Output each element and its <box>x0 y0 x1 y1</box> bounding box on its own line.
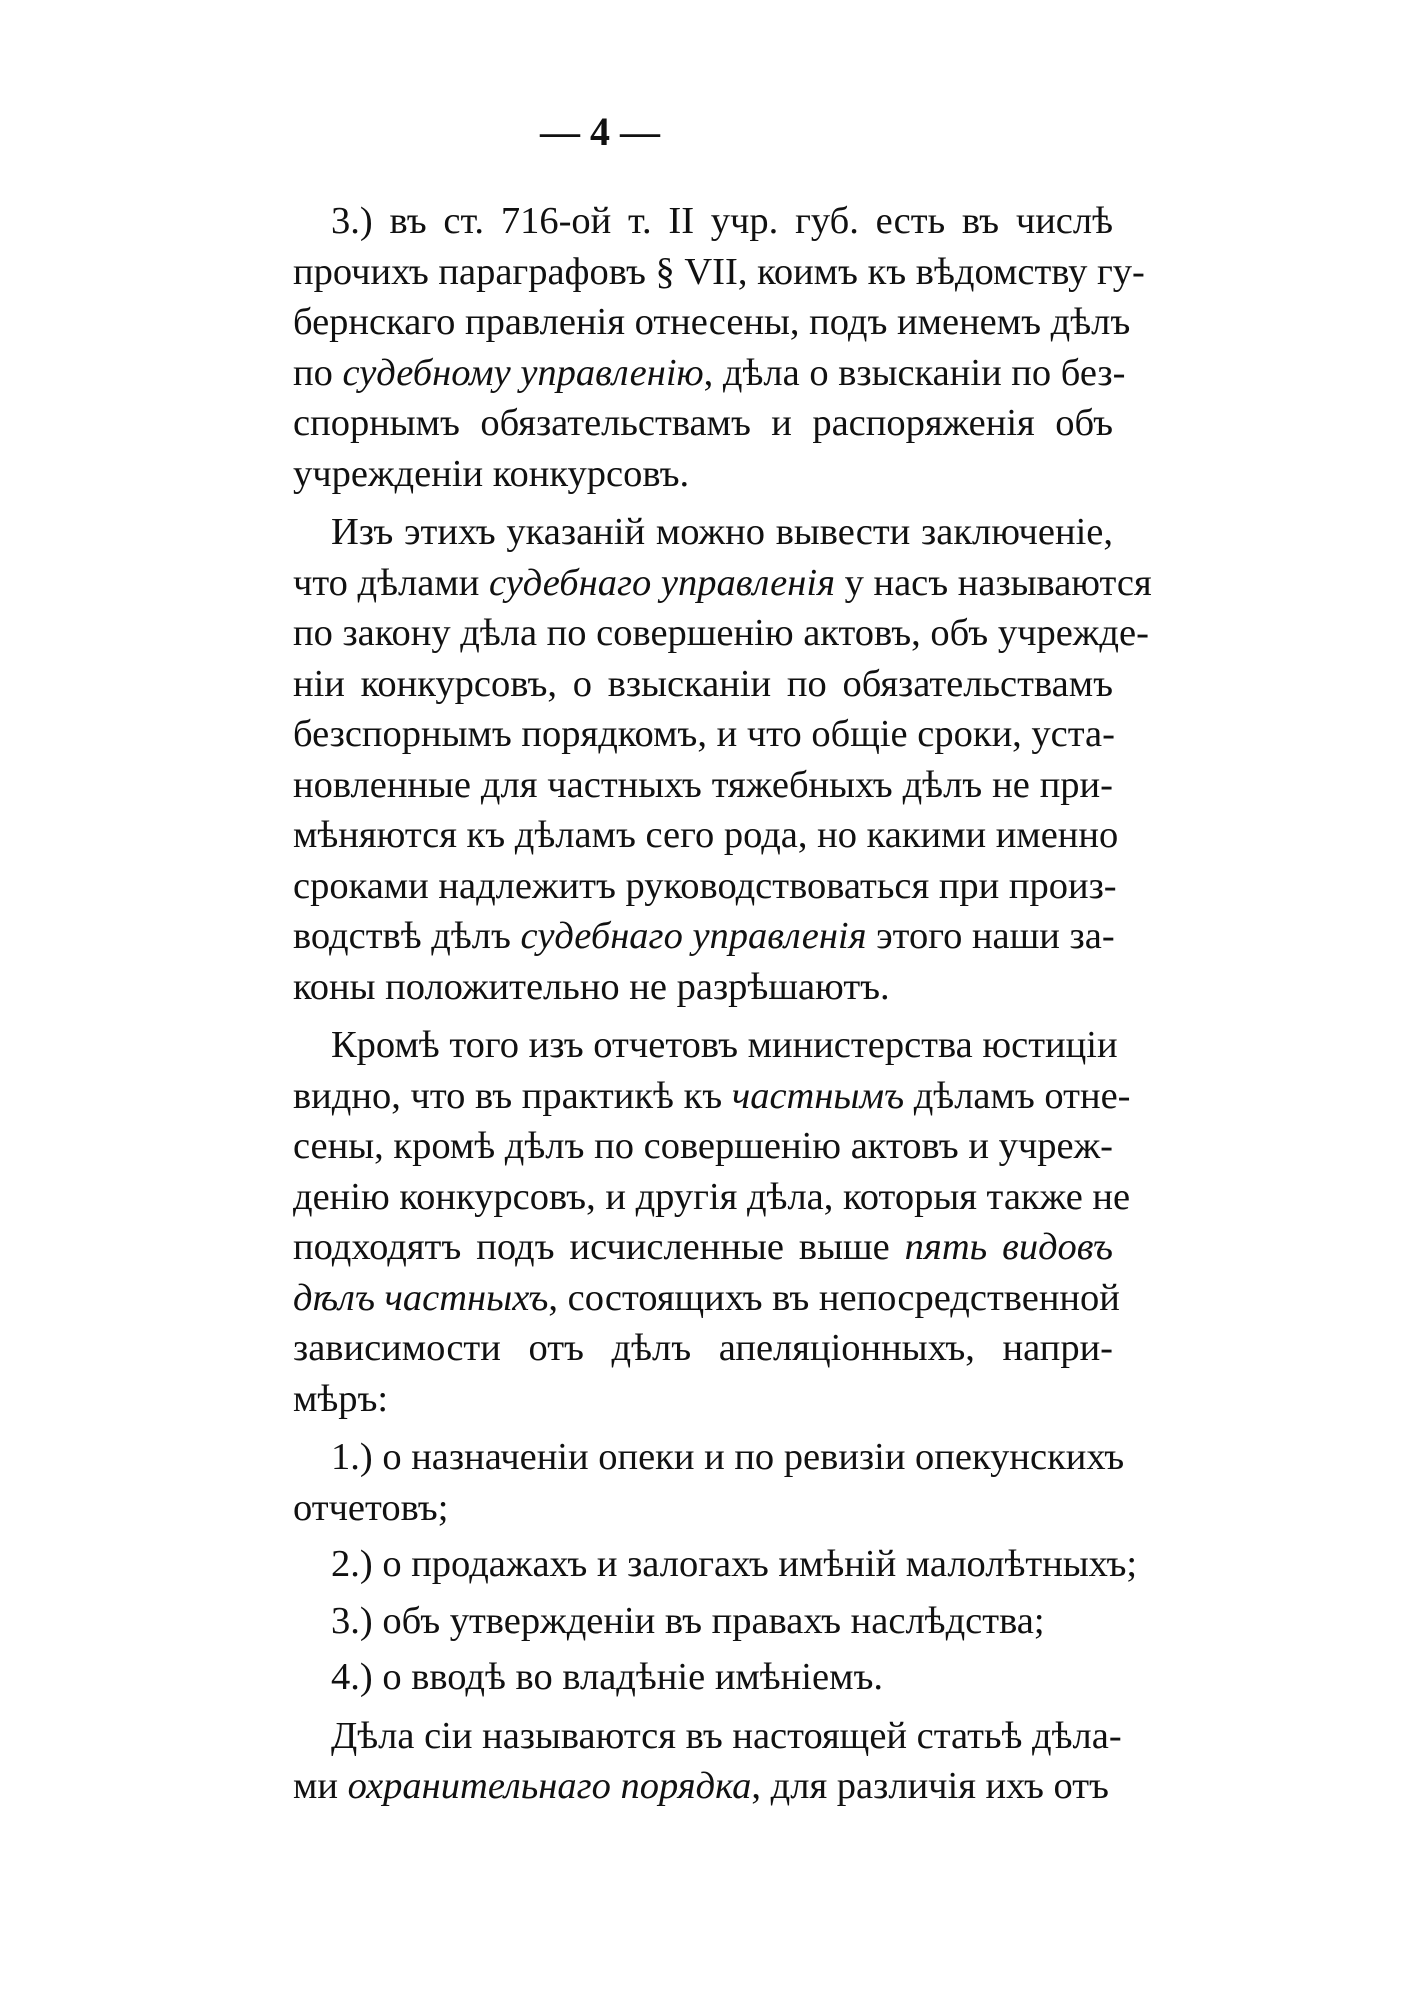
text-run: новленные для частныхъ тяжебныхъ дѣлъ не при- <box>293 763 1113 806</box>
text-run: , состоящихъ въ непосредственной <box>548 1276 1120 1319</box>
text-line <box>293 861 1117 912</box>
text-run: 1.) о назначеніи опеки и по ревизіи опекунскихъ <box>331 1436 1125 1478</box>
text-run: прочихъ параграфовъ § VII, коимъ къ вѣдомству гу- <box>293 250 1145 293</box>
text-run: Кромѣ того изъ отчетовъ министерства юстиціи <box>331 1024 1118 1066</box>
text-run: что дѣлами <box>293 561 489 604</box>
text-line <box>293 608 1149 659</box>
text-run: подходятъ подъ исчисленные выше <box>293 1226 905 1268</box>
text-line <box>293 659 1113 710</box>
text-line <box>293 911 1113 962</box>
text-run: по <box>293 351 343 394</box>
text-line <box>293 1172 1131 1223</box>
text-run: мѣръ: <box>293 1377 389 1420</box>
text-run: коны положительно не разрѣшаютъ. <box>293 965 890 1008</box>
text-line <box>293 1652 1113 1703</box>
text-run: дѣламъ отне- <box>904 1074 1131 1117</box>
text-line <box>293 709 1113 760</box>
text-run: этого наши за- <box>866 915 1115 957</box>
paragraph <box>293 196 1145 499</box>
italic-phrase: охранительнаго порядка <box>347 1765 752 1807</box>
paragraph <box>293 1596 1113 1647</box>
text-line <box>293 1711 1122 1762</box>
text-line <box>293 1432 1125 1483</box>
text-run: ніи конкурсовъ, о взысканіи по обязательствамъ <box>293 662 1113 705</box>
text-run: ми <box>293 1765 348 1807</box>
text-run: Дѣла сіи называются въ настоящей статьѣ дѣла- <box>331 1714 1122 1757</box>
text-line <box>293 962 1113 1013</box>
text-line <box>293 247 1145 298</box>
text-run: 4.) о вводѣ во владѣніе имѣніемъ. <box>331 1656 883 1698</box>
text-line <box>293 297 1131 348</box>
text-run: водствѣ дѣлъ <box>293 915 521 957</box>
italic-phrase: судебнаго управленія <box>488 561 835 604</box>
text-line <box>293 1222 1113 1273</box>
text-line <box>293 1020 1118 1071</box>
page-number: — 4 — <box>540 109 660 154</box>
italic-phrase: дѣлъ частныхъ <box>293 1276 549 1319</box>
text-run: отчетовъ; <box>293 1486 449 1529</box>
text-run: бернскаго правленія отнесены, подъ именемъ дѣлъ <box>293 301 1131 343</box>
text-run: у насъ называются <box>834 561 1152 604</box>
text-line <box>293 1483 1113 1534</box>
paragraph <box>293 507 1152 1012</box>
italic-phrase: пять видовъ <box>904 1226 1113 1268</box>
text-line <box>293 558 1152 609</box>
text-line <box>293 1374 1113 1425</box>
text-run: спорнымъ обязательствамъ и распоряженія объ <box>293 402 1113 444</box>
text-line <box>293 1071 1131 1122</box>
italic-phrase: частнымъ <box>731 1074 905 1117</box>
text-run: зависимости отъ дѣлъ апеляціонныхъ, напри- <box>293 1327 1113 1369</box>
paragraph <box>293 1432 1125 1533</box>
text-line <box>293 449 1113 500</box>
document-body <box>293 196 1152 1818</box>
text-run: денію конкурсовъ, и другія дѣла, которыя также не <box>293 1175 1131 1218</box>
text-run: , для различія ихъ отъ <box>751 1765 1109 1807</box>
text-run: 3.) въ ст. 716-ой т. II учр. губ. есть въ числѣ <box>331 200 1113 242</box>
text-line <box>293 810 1119 861</box>
text-run: сены, кромѣ дѣлъ по совершенію актовъ и учреж- <box>293 1125 1113 1167</box>
text-line <box>293 1596 1113 1647</box>
italic-phrase: судебнаго управленія <box>520 915 867 957</box>
text-line <box>293 1121 1113 1172</box>
text-line <box>293 398 1113 449</box>
paragraph <box>293 1711 1122 1812</box>
paragraph <box>293 1652 1113 1703</box>
text-line <box>293 1539 1138 1590</box>
text-run: безспорнымъ порядкомъ, и что общіе сроки, уста- <box>293 713 1115 755</box>
text-line <box>293 1323 1113 1374</box>
text-run: сроками надлежитъ руководствоваться при произ- <box>293 864 1117 907</box>
text-run: , дѣла о взысканіи по без- <box>703 351 1126 394</box>
text-line <box>293 1761 1113 1812</box>
text-run: по закону дѣла по совершенію актовъ, объ учрежде- <box>293 612 1149 654</box>
text-line <box>293 348 1126 399</box>
text-run: мѣняются къ дѣламъ сего рода, но какими именно <box>293 814 1119 856</box>
text-line <box>293 196 1113 247</box>
text-run: видно, что въ практикѣ къ <box>293 1074 732 1117</box>
text-line <box>293 1273 1120 1324</box>
text-run: учрежденіи конкурсовъ. <box>293 452 690 495</box>
text-run: 2.) о продажахъ и залогахъ имѣній малолѣтныхъ; <box>331 1543 1138 1585</box>
text-line <box>293 760 1113 811</box>
italic-phrase: судебному управленію <box>342 351 704 394</box>
text-run: 3.) объ утвержденіи въ правахъ наслѣдства; <box>331 1599 1045 1642</box>
paragraph <box>293 1539 1138 1590</box>
paragraph <box>293 1020 1131 1424</box>
text-line <box>293 507 1113 558</box>
text-run: Изъ этихъ указаній можно вывести заключеніе, <box>331 511 1113 553</box>
